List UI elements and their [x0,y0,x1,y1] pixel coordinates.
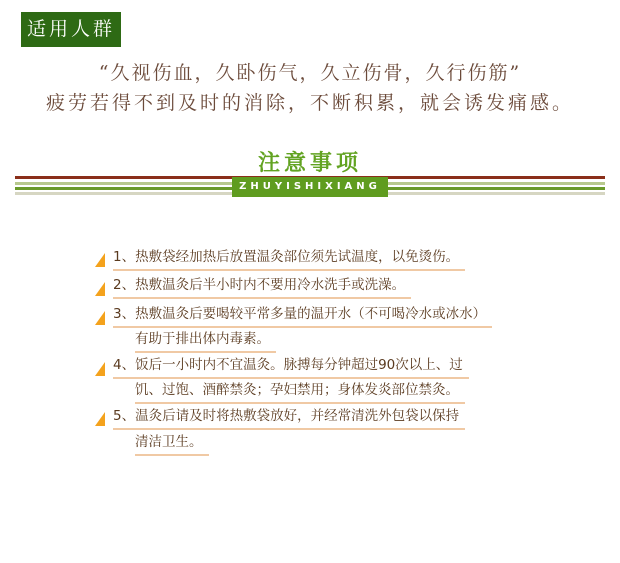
note-item-4-cont: 饥、过饱、酒醉禁灸；孕妇禁用；身体发炎部位禁灸。 [135,378,465,404]
quote-line-1: “久视伤血，久卧伤气，久立伤骨，久行伤筋” [98,62,522,84]
note-item-3: 3、热敷温灸后要喝较平常多量的温开水（不可喝冷水或冰水） [113,302,492,328]
note-item-2: 2、热敷温灸后半小时内不要用冷水洗手或洗澡。 [113,273,411,299]
section-tag: 适用人群 [21,12,121,47]
arrow-bullet-icon [95,282,105,296]
section-heading: 注意事项 [257,151,362,176]
note-item-4: 4、饭后一小时内不宜温灸。脉搏每分钟超过90次以上、过 [113,353,469,379]
note-item-3-cont: 有助于排出体内毒素。 [135,327,276,353]
note-item-1: 1、热敷袋经加热后放置温灸部位须先试温度，以免烫伤。 [113,245,465,271]
arrow-bullet-icon [95,412,105,426]
note-item-5-cont: 清洁卫生。 [135,430,209,456]
arrow-bullet-icon [95,311,105,325]
quote-line-2: 疲劳若得不到及时的消除，不断积累，就会诱发痛感。 [45,92,574,114]
section-subtitle: ZHUYISHIXIANG [232,177,388,197]
arrow-bullet-icon [95,253,105,267]
arrow-bullet-icon [95,362,105,376]
note-item-5: 5、温灸后请及时将热敷袋放好，并经常清洗外包袋以保持 [113,404,465,430]
